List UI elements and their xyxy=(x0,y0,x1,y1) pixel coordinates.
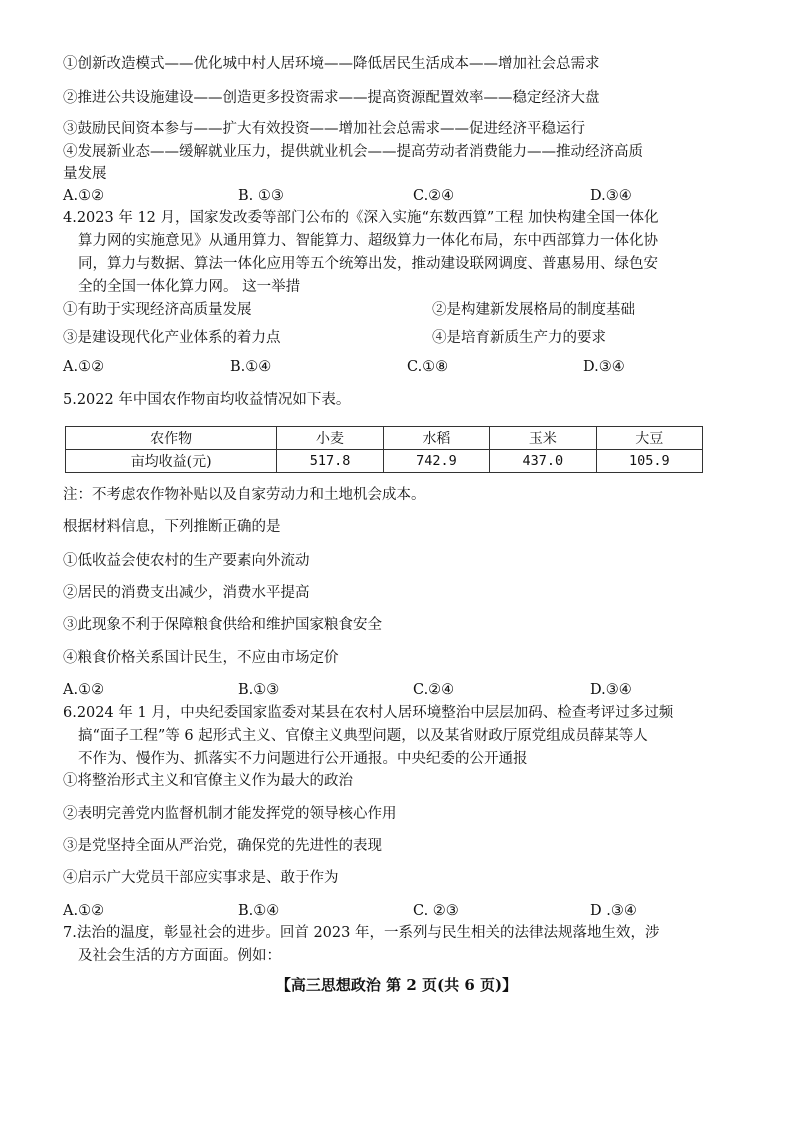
q4-stem-4: 全的全国一体化算力网。 这一举措 xyxy=(78,279,301,295)
q6-item-2: ②表明完善党内监督机制才能发挥党的领导核心作用 xyxy=(63,806,397,822)
q4-option-b[interactable]: B.①④ xyxy=(230,359,272,375)
table-header-row xyxy=(66,427,703,450)
q4-stem-2: 算力网的实施意见》从通用算力、智能算力、超级算力一体化布局，东中西部算力一体化协 xyxy=(78,233,658,249)
q6-item-3: ③是党坚持全面从严治党，确保党的先进性的表现 xyxy=(63,838,382,854)
q6-option-a[interactable]: A.①② xyxy=(63,903,105,919)
q4-item-2: ②是构建新发展格局的制度基础 xyxy=(432,302,635,318)
q3-item-1: ①创新改造模式——优化城中村人居环境——降低居民生活成本——增加社会总需求 xyxy=(63,56,600,72)
table-header-cell: 小麦 xyxy=(277,427,383,450)
q4-item-1: ①有助于实现经济高质量发展 xyxy=(63,302,252,318)
q3-option-b[interactable]: B. ①③ xyxy=(238,188,284,204)
q6-option-b[interactable]: B.①④ xyxy=(238,903,280,919)
q6-item-1: ①将整治形式主义和官僚主义作为最大的政治 xyxy=(63,773,353,789)
q6-options xyxy=(63,901,743,921)
table-cell: 517.8 xyxy=(277,450,383,473)
q3-item-4: ④发展新业态——缓解就业压力，提供就业机会——提高劳动者消费能力——推动经济高质 xyxy=(63,144,643,160)
table-row xyxy=(66,450,703,473)
q6-option-c[interactable]: C. ②③ xyxy=(413,903,459,919)
q4-stem-3: 同，算力与数据、算法一体化应用等五个统筹出发，推动建设联网调度、普惠易用、绿色安 xyxy=(78,256,658,272)
q3-option-a[interactable]: A.①② xyxy=(63,188,105,204)
table-header-cell: 大豆 xyxy=(596,427,702,450)
q4-options xyxy=(63,357,743,377)
q5-item-1: ①低收益会使农村的生产要素向外流动 xyxy=(63,553,310,569)
crop-income-table xyxy=(65,426,703,473)
q3-item-4-cont: 量发展 xyxy=(63,166,107,182)
q6-stem-1: 6.2024 年 1 月，中央纪委国家监委对某县在农村人居环境整治中层层加码、检查考评过多过频 xyxy=(63,705,674,721)
table-header-cell: 农作物 xyxy=(66,427,277,450)
q5-question: 根据材料信息，下列推断正确的是 xyxy=(63,519,281,535)
q3-option-d[interactable]: D.③④ xyxy=(590,188,632,204)
q3-item-3: ③鼓励民间资本参与——扩大有效投资——增加社会总需求——促进经济平稳运行 xyxy=(63,121,585,137)
q5-note: 注：不考虑农作物补贴以及自家劳动力和土地机会成本。 xyxy=(63,487,426,503)
table-cell: 742.9 xyxy=(383,450,489,473)
q4-option-c[interactable]: C.①⑧ xyxy=(407,359,449,375)
q5-stem: 5.2022 年中国农作物亩均收益情况如下表。 xyxy=(63,392,351,408)
q4-item-4: ④是培育新质生产力的要求 xyxy=(432,330,606,346)
q6-item-4: ④启示广大党员干部应实事求是、敢于作为 xyxy=(63,870,339,886)
table-row-label: 亩均收益(元) xyxy=(66,450,277,473)
q6-stem-2: 搞“面子工程”等 6 起形式主义、官僚主义典型问题，以及某省财政厅原党组成员薛某等人 xyxy=(78,728,648,744)
q5-option-b[interactable]: B.①③ xyxy=(238,682,280,698)
page-footer: 【高三思想政治 第 2 页(共 6 页)】 xyxy=(275,976,518,994)
q5-item-4: ④粮食价格关系国计民生，不应由市场定价 xyxy=(63,650,339,666)
q4-stem-1: 4.2023 年 12 月，国家发改委等部门公布的《深入实施“东数西算”工程 加快构建全国一体化 xyxy=(63,210,659,226)
q6-option-d[interactable]: D .③④ xyxy=(590,903,637,919)
q5-item-3: ③此现象不利于保障粮食供给和维护国家粮食安全 xyxy=(63,617,382,633)
q3-item-2: ②推进公共设施建设——创造更多投资需求——提高资源配置效率——稳定经济大盘 xyxy=(63,90,600,106)
q7-stem-2: 及社会生活的方方面面。例如： xyxy=(78,948,281,964)
q6-stem-3: 不作为、慢作为、抓落实不力问题进行公开通报。中央纪委的公开通报 xyxy=(78,751,528,767)
q4-item-3: ③是建设现代化产业体系的着力点 xyxy=(63,330,281,346)
table-header-cell: 玉米 xyxy=(490,427,596,450)
q3-option-c[interactable]: C.②④ xyxy=(413,188,455,204)
q4-option-d[interactable]: D.③④ xyxy=(583,359,625,375)
q7-stem-1: 7.法治的温度，彰显社会的进步。回首 2023 年，一系列与民生相关的法律法规落地生效，涉 xyxy=(63,925,660,941)
table-cell: 437.0 xyxy=(490,450,596,473)
q5-item-2: ②居民的消费支出减少，消费水平提高 xyxy=(63,585,310,601)
q5-option-a[interactable]: A.①② xyxy=(63,682,105,698)
q5-option-c[interactable]: C.②④ xyxy=(413,682,455,698)
q5-options xyxy=(63,680,743,700)
q3-options xyxy=(63,186,743,206)
q5-option-d[interactable]: D.③④ xyxy=(590,682,632,698)
table-header-cell: 水稻 xyxy=(383,427,489,450)
table-cell: 105.9 xyxy=(596,450,702,473)
q4-option-a[interactable]: A.①② xyxy=(63,359,105,375)
